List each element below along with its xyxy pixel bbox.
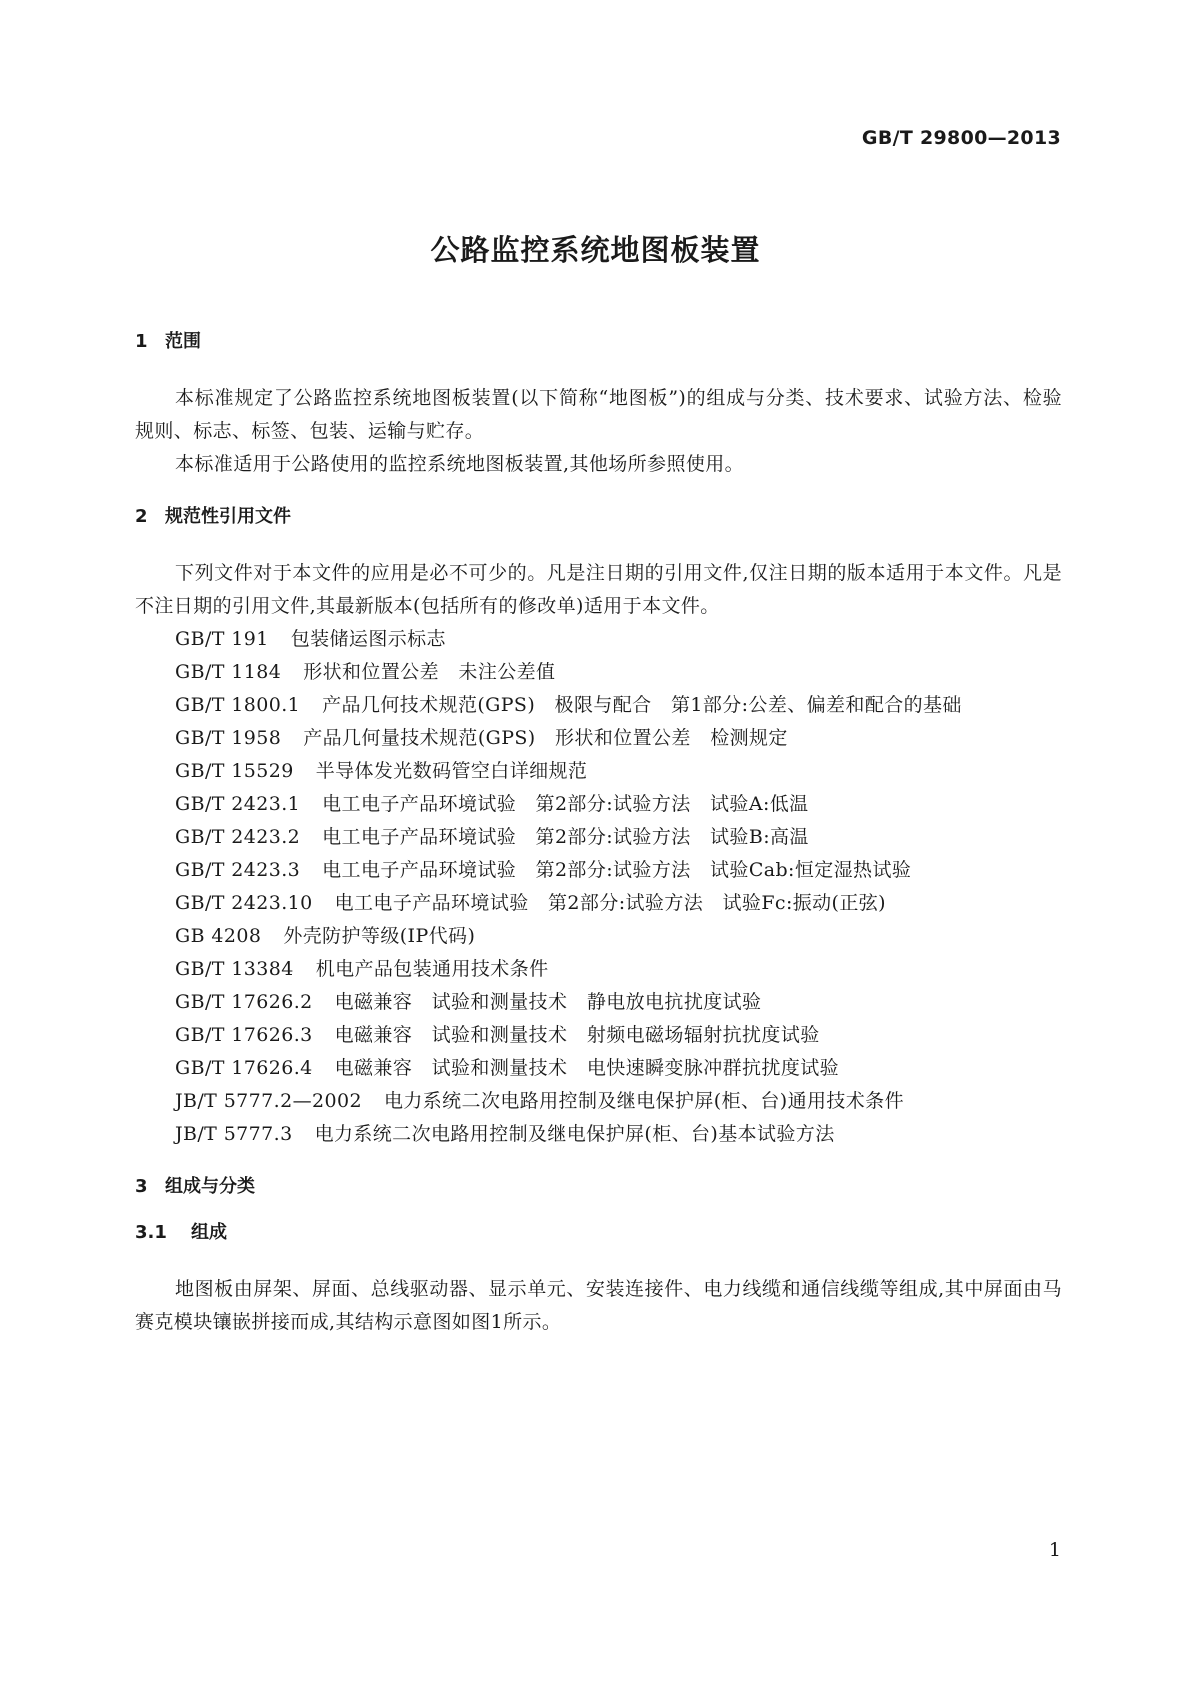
section-scope <box>135 330 1062 481</box>
reference-title: 电工电子产品环境试验 第2部分:试验方法 试验Fc:振动(正弦) <box>334 892 886 914</box>
reference-item <box>135 920 1062 953</box>
reference-item <box>135 1118 1062 1151</box>
reference-title: 电力系统二次电路用控制及继电保护屏(柜、台)基本试验方法 <box>314 1123 835 1145</box>
reference-title: 电磁兼容 试验和测量技术 静电放电抗扰度试验 <box>334 991 762 1013</box>
reference-item <box>135 722 1062 755</box>
paragraph: 本标准适用于公路使用的监控系统地图板装置,其他场所参照使用。 <box>175 453 745 475</box>
subsection-heading <box>135 1221 1062 1245</box>
section-number: 1 <box>135 331 148 352</box>
reference-item <box>135 1085 1062 1118</box>
section-number: 2 <box>135 506 148 527</box>
reference-code: GB/T 2423.1 <box>175 793 301 815</box>
reference-code: GB/T 15529 <box>175 760 294 782</box>
section-composition-classification <box>135 1175 1062 1339</box>
reference-title: 产品几何技术规范(GPS) 极限与配合 第1部分:公差、偏差和配合的基础 <box>322 694 962 716</box>
reference-item <box>135 821 1062 854</box>
reference-title: 电工电子产品环境试验 第2部分:试验方法 试验B:高温 <box>322 826 809 848</box>
reference-title: 半导体发光数码管空白详细规范 <box>315 760 588 782</box>
subsection-title: 组成 <box>191 1222 227 1243</box>
reference-title: 产品几何量技术规范(GPS) 形状和位置公差 检测规定 <box>303 727 788 749</box>
section-title: 规范性引用文件 <box>165 506 291 527</box>
reference-code: GB/T 13384 <box>175 958 294 980</box>
section-number: 3 <box>135 1176 148 1197</box>
paragraph: 本标准规定了公路监控系统地图板装置(以下简称“地图板”)的组成与分类、技术要求、试验方法、检验规则、标志、标签、包装、运输与贮存。 <box>135 387 1062 442</box>
reference-title: 电工电子产品环境试验 第2部分:试验方法 试验Cab:恒定湿热试验 <box>322 859 912 881</box>
paragraph: 地图板由屏架、屏面、总线驱动器、显示单元、安装连接件、电力线缆和通信线缆等组成,其中屏面由马赛克模块镶嵌拼接而成,其结构示意图如图1所示。 <box>135 1278 1062 1333</box>
subsection-number: 3.1 <box>135 1222 167 1243</box>
paragraph: 下列文件对于本文件的应用是必不可少的。凡是注日期的引用文件,仅注日期的版本适用于本文件。凡是不注日期的引用文件,其最新版本(包括所有的修改单)适用于本文件。 <box>135 562 1062 617</box>
document-body <box>135 330 1062 1339</box>
section-heading <box>135 505 1062 529</box>
section-title: 范围 <box>165 331 201 352</box>
section-normative-references <box>135 505 1062 1151</box>
reference-code: GB/T 17626.4 <box>175 1057 313 1079</box>
reference-code: GB/T 2423.2 <box>175 826 301 848</box>
reference-item <box>135 623 1062 656</box>
reference-item <box>135 887 1062 920</box>
reference-item <box>135 656 1062 689</box>
reference-list <box>135 623 1062 1151</box>
standard-code: GB/T 29800—2013 <box>861 127 1061 149</box>
reference-code: GB/T 1800.1 <box>175 694 301 716</box>
reference-item <box>135 689 1062 722</box>
reference-title: 包装储运图示标志 <box>290 628 446 650</box>
reference-item <box>135 986 1062 1019</box>
reference-title: 机电产品包装通用技术条件 <box>315 958 549 980</box>
reference-code: GB/T 2423.3 <box>175 859 301 881</box>
reference-title: 外壳防护等级(IP代码) <box>283 925 476 947</box>
reference-item <box>135 755 1062 788</box>
reference-item <box>135 854 1062 887</box>
reference-item <box>135 1019 1062 1052</box>
reference-code: GB/T 1184 <box>175 661 282 683</box>
reference-item <box>135 953 1062 986</box>
reference-item <box>135 788 1062 821</box>
section-heading <box>135 330 1062 354</box>
section-heading <box>135 1175 1062 1199</box>
reference-title: 电力系统二次电路用控制及继电保护屏(柜、台)通用技术条件 <box>383 1090 904 1112</box>
reference-code: JB/T 5777.2—2002 <box>175 1090 362 1112</box>
reference-code: GB/T 17626.2 <box>175 991 313 1013</box>
page-number: 1 <box>1048 1539 1061 1561</box>
reference-title: 电工电子产品环境试验 第2部分:试验方法 试验A:低温 <box>322 793 809 815</box>
section-title: 组成与分类 <box>165 1176 255 1197</box>
reference-title: 电磁兼容 试验和测量技术 电快速瞬变脉冲群抗扰度试验 <box>334 1057 840 1079</box>
reference-title: 电磁兼容 试验和测量技术 射频电磁场辐射抗扰度试验 <box>334 1024 820 1046</box>
reference-item <box>135 1052 1062 1085</box>
reference-title: 形状和位置公差 未注公差值 <box>303 661 556 683</box>
reference-code: GB 4208 <box>175 925 262 947</box>
reference-code: JB/T 5777.3 <box>175 1123 293 1145</box>
reference-code: GB/T 1958 <box>175 727 282 749</box>
reference-code: GB/T 191 <box>175 628 269 650</box>
reference-code: GB/T 17626.3 <box>175 1024 313 1046</box>
document-title: 公路监控系统地图板装置 <box>430 233 761 267</box>
reference-code: GB/T 2423.10 <box>175 892 313 914</box>
